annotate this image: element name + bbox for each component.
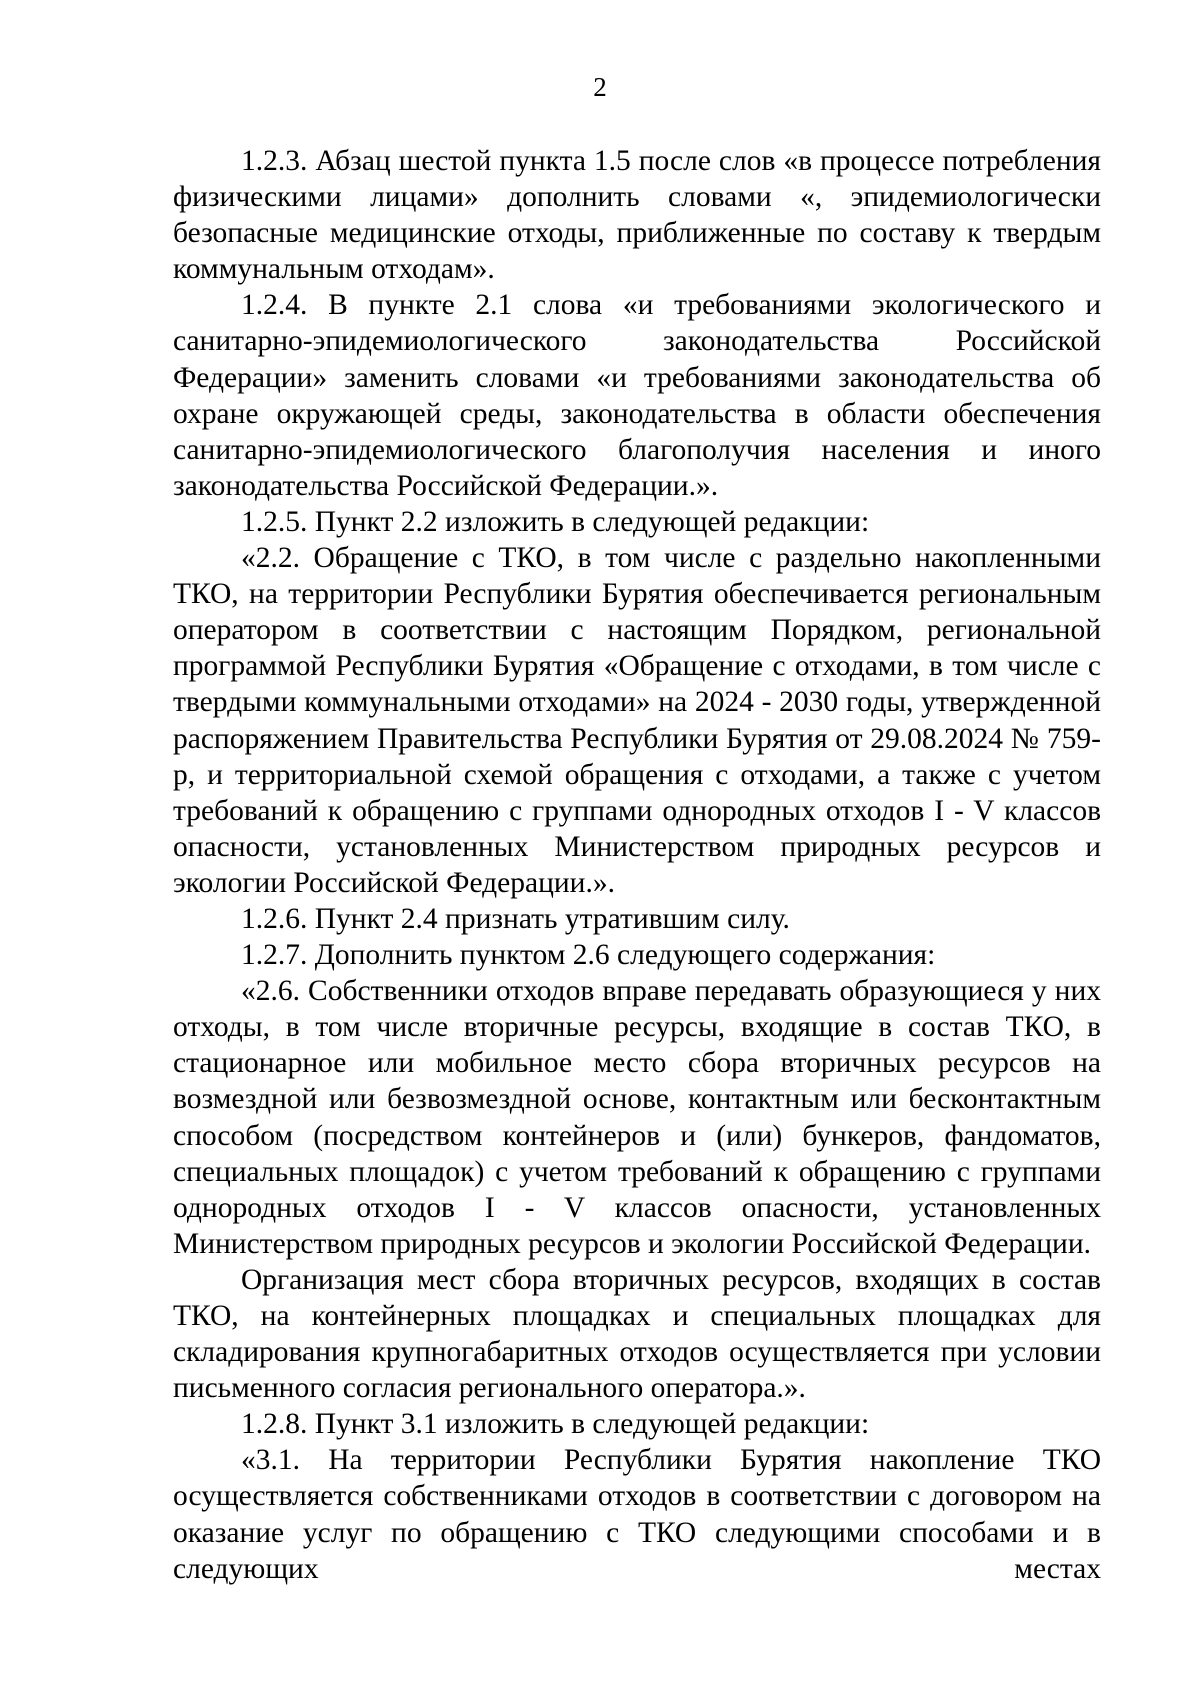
paragraph-3-1-quote: «3.1. На территории Республики Бурятия накопление ТКО осуществляется собственниками отходов в соответствии с договором на оказание услуг по обращению с ТКО следующими способами и в следующих местах <box>173 1444 1101 1585</box>
paragraph-2-2-quote: «2.2. Обращение с ТКО, в том числе с раздельно накопленными ТКО, на территории Республики Бурятия обеспечивается региональным оператором в соответствии с настоящим Порядком, региональной программой Республики Бурятия «Обращение с отходами, в том числе с твердыми коммунальными отходами» на 2024 - 2030 годы, утвержденной распоряжением Правительства Республики Бурятия от 29.08.2024 № 759-р, и территориальной схемой обращения с отходами, а также с учетом требований к обращению с группами однородных отходов I - V классов опасности, установленных Министерством природных ресурсов и экологии Российской Федерации.». <box>173 542 1101 899</box>
document-body <box>173 143 1101 1587</box>
paragraph-1-2-5: 1.2.5. Пункт 2.2 изложить в следующей редакции: <box>241 505 870 538</box>
paragraph-1-2-6: 1.2.6. Пункт 2.4 признать утратившим силу. <box>241 902 790 935</box>
paragraph-1-2-8: 1.2.8. Пункт 3.1 изложить в следующей редакции: <box>241 1408 870 1441</box>
page-number: 2 <box>593 72 607 102</box>
paragraph-1-2-3: 1.2.3. Абзац шестой пункта 1.5 после слов «в процессе потребления физическими лицами» дополнить словами «, эпидемиологически безопасные медицинские отходы, приближенные по составу к твердым коммунальным отходам». <box>173 145 1101 286</box>
paragraph-1-2-4: 1.2.4. В пункте 2.1 слова «и требованиями экологического и санитарно-эпидемиологического законодательства Российской Федерации» заменить словами «и требованиями законодательства об охране окружающей среды, законодательства в области обеспечения санитарно-эпидемиологического благополучия населения и иного законодательства Российской Федерации.». <box>173 289 1101 502</box>
paragraph-2-6-quote: «2.6. Собственники отходов вправе передавать образующиеся у них отходы, в том числе вторичные ресурсы, входящие в состав ТКО, в стационарное или мобильное место сбора вторичных ресурсов на возмездной или безвозмездной основе, контактным или бесконтактным способом (посредством контейнеров и (или) бункеров, фандоматов, специальных площадок) с учетом требований к обращению с группами однородных отходов I - V классов опасности, установленных Министерством природных ресурсов и экологии Российской Федерации. <box>173 975 1101 1260</box>
paragraph-1-2-7: 1.2.7. Дополнить пунктом 2.6 следующего содержания: <box>241 939 936 972</box>
paragraph-organization: Организация мест сбора вторичных ресурсов, входящих в состав ТКО, на контейнерных площадках и специальных площадках для складирования крупногабаритных отходов осуществляется при условии письменного согласия регионального оператора.». <box>173 1263 1101 1405</box>
